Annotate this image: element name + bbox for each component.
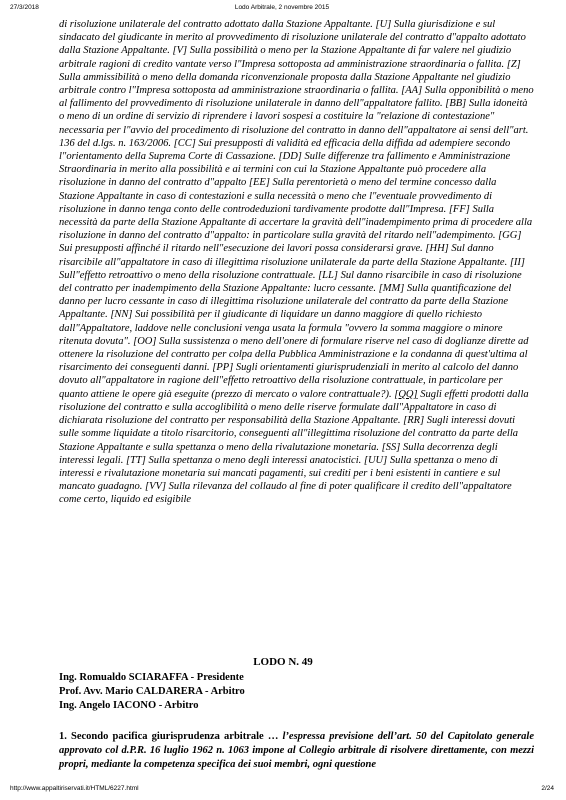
paragraph-1 — [59, 730, 534, 772]
lodo-heading: LODO N. 49 — [253, 656, 313, 668]
qq-link[interactable]: [QQ] — [394, 388, 418, 400]
paragraph-1-text: l’espressa previsione dell’art. 50 del Capitolato generale approvato col d.P.R. 16 luglio 1962 n. 1063 impone al Collegio arbitrale di risolvere direttamente, con mezzi propri, mediante la competenza specifica dei suoi membri, ogni questione — [59, 731, 534, 770]
arbitrator-2: Prof. Avv. Mario CALDARERA - Arbitro — [59, 686, 245, 698]
arbitrators-list — [59, 671, 245, 714]
header-date: 27/3/2018 — [10, 4, 39, 11]
summary-text — [59, 18, 534, 507]
summary-text-part-2: Sugli effetti prodotti dalla risoluzione del contratto e sulla accoglibilità o meno delle riserve formulate dall"Appaltatore in caso di dichiarata risoluzione del contratto per responsabilità della Stazione Appaltante. [RR] Sugli interessi dovuti sulle somme liquidate a titolo risarcitorio, conseguenti all"illegittima risoluzione del contratto da parte della Stazione Appaltante e sulla spettanza o meno della rivalutazione monetaria. [SS] Sulla decorrenza degli interessi legali. [TT] Sulla spettanza o meno degli interessi anatocistici. [UU] Sulla spettanza o meno di interessi e rivalutazione monetaria sui mancati pagamenti, sui crediti per i beni esistenti in cantiere e sul mancato guadagno. [VV] Sulla rilevanza del collaudo al fine di poter qualificare il credito dell"appaltatore come certo, liquido ed esigibile — [59, 388, 529, 506]
footer-url[interactable]: http://www.appaltiriservati.it/HTML/6227.html — [10, 785, 139, 792]
footer-page-number: 2/24 — [541, 785, 554, 792]
page-footer — [10, 785, 554, 795]
header-title: Lodo Arbitrale, 2 novembre 2015 — [234, 4, 330, 11]
arbitrator-3: Ing. Angelo IACONO - Arbitro — [59, 700, 199, 712]
paragraph-1-lead: 1. Secondo pacifica giurisprudenza arbitrale … — [59, 731, 283, 742]
page-header — [10, 4, 554, 16]
summary-text-part-1: di risoluzione unilaterale del contratto adottato dalla Stazione Appaltante. [U] Sulla giurisdizione e sul sindacato del giudicante in merito al provvedimento di risoluzione unilaterale del contratto d"appalto adottato dalla Stazione Appaltante. [V] Sulla possibilità o meno per la Stazione Appaltante di far valere nel giudizio arbitrale ragioni di credito vantate verso l"Impresa sottoposta ad amministrazione straordinaria o fallita. [Z] Sulla ammissibilità o meno della domanda riconvenzionale proposta dalla Stazione Appaltante nel giudizio arbitrale contro l"Impresa sottoposta ad amministrazione straordinaria o fallita. [AA] Sulla opponibilità o meno al fallimento del provvedimento di risoluzione unilaterale in danno dell"appaltatore fallito. [BB] Sulla idoneità o meno di un ordine di servizio di riprendere i lavori sospesi a costituire la "relazione di contestazione" necessaria per l"avvio del procedimento di risoluzione del contratto in danno dell"appaltatore ai sensi dell"art. 136 del d.lgs. n. 163/2006. [CC] Sui presupposti di validità ed efficacia della diffida ad adempiere secondo l"orientamento della Suprema Corte di Cassazione. [DD] Sulle differenze tra fallimento e Amministrazione Straordinaria in merito alla possibilità e ai termini con cui la Stazione Appaltante può procedere alla risoluzione in danno del contratto d"appalto [EE] Sulla perentorietà o meno del termine concesso dalla Stazione Appaltante in caso di contestazioni e sulla necessità o meno che l"eventuale provvedimento di risoluzione in danno tenga conto delle controdeduzioni tardivamente prodotte dall"Impresa. [FF] Sulla necessità da parte della Stazione Appaltante di accertare la gravità dell"inadempimento prima di procedere alla risoluzione in danno del contratto d"appalto: in particolare sulla gravità del ritardo nell"adempimento. [GG] Sui presupposti affinché il ritardo nell"esecuzione dei lavori possa considerarsi grave. [HH] Sul danno risarcibile all"appaltatore in caso di illegittima risoluzione unilaterale da parte della Stazione Appaltante. [II] Sull"effetto retroattivo o meno della risoluzione contrattuale. [LL] Sul danno risarcibile in caso di risoluzione del contratto per inadempimento della Stazione Appaltante: lucro cessante. [MM] Sulla quantificazione del danno per lucro cessante in caso di illegittima risoluzione unilaterale del contratto da parte della Stazione Appaltante. [NN] Sui possibilità per il giudicante di liquidare un danno maggiore di quello richiesto dall"Appaltatore, laddove nelle conclusioni venga usata la formula "ovvero la somma maggiore o minore ritenuta dovuta". [OO] Sulla sussistenza o meno dell'onere di formulare riserve nel caso di doglianze dirette ad ottenere la risoluzione del contratto per colpa della Pubblica Amministrazione e la condanna di quest'ultima al risarcimento dei conseguenti danni. [PP] Sugli orientamenti giurisprudenziali in merito al calcolo del danno dovuto all"appaltatore in ragione dell"effetto retroattivo della risoluzione contrattuale, in particolare per quanto attiene le opere già eseguite (prezzo di mercato o valore contrattuale?). — [59, 19, 534, 400]
arbitrator-president: Ing. Romualdo SCIARAFFA - Presidente — [59, 672, 244, 683]
